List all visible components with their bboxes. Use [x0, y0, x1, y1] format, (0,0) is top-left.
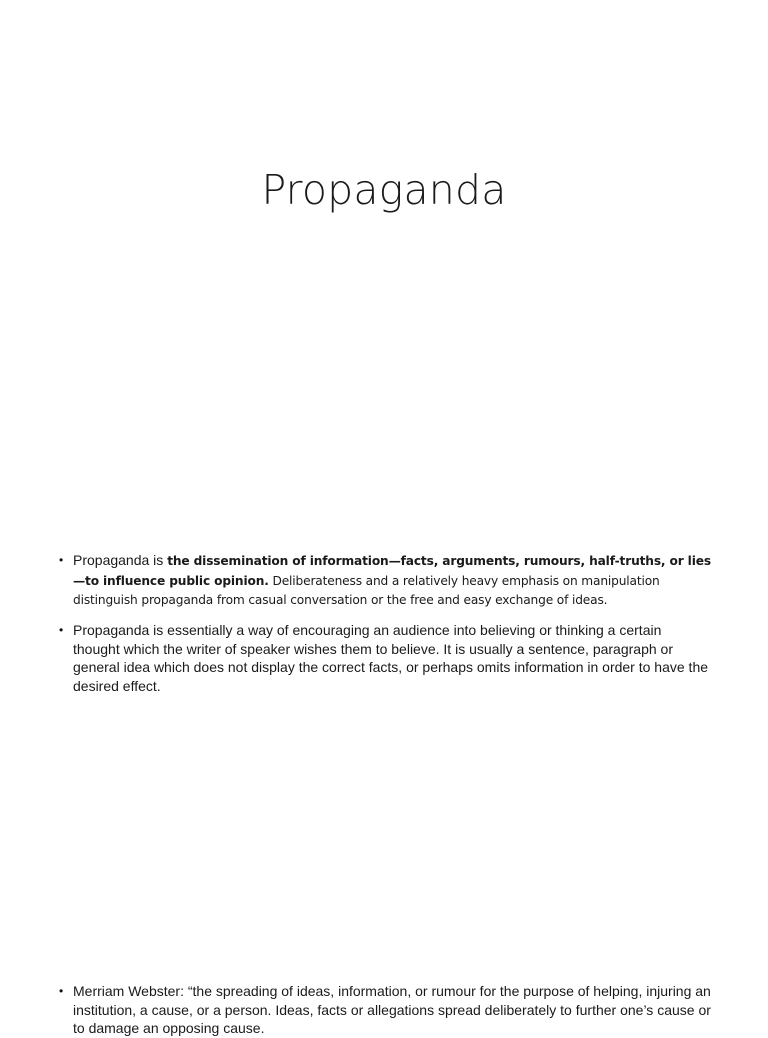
- bullet-item-explanation: [59, 621, 711, 695]
- bullet-item-merriam-webster: [59, 982, 711, 1038]
- bullet-emphasis: the dissemination of information—facts, arguments, rumours, half-truths, or lies—to influence public opinion.: [73, 554, 711, 588]
- slide-title: Propaganda: [261, 166, 507, 214]
- bullet-dot-icon: •: [59, 623, 64, 637]
- bullet-text: Merriam Webster: “the spreading of ideas, information, or rumour for the purpose of helping, injuring an institution, a cause, or a person. Ideas, facts or allegations spread deliberately to further one’s cause or to damage an opposing cause.: [73, 983, 711, 1037]
- bullet-lead: Propaganda is: [73, 552, 168, 568]
- bullet-text: [73, 551, 711, 610]
- bullet-dot-icon: •: [59, 984, 64, 998]
- bullet-text: Propaganda is essentially a way of encouraging an audience into believing or thinking a certain thought which the writer of speaker wishes them to believe. It is usually a sentence, paragraph or general idea which does not display the correct facts, or perhaps omits information in order to have the desired effect.: [73, 622, 709, 694]
- bullet-item-definition: [59, 551, 711, 610]
- bullet-dot-icon: •: [59, 553, 64, 567]
- bullet-rest: Deliberateness and a relatively heavy emphasis on manipulation distinguish propaganda from casual conversation or the free and easy exchange of ideas.: [73, 573, 660, 608]
